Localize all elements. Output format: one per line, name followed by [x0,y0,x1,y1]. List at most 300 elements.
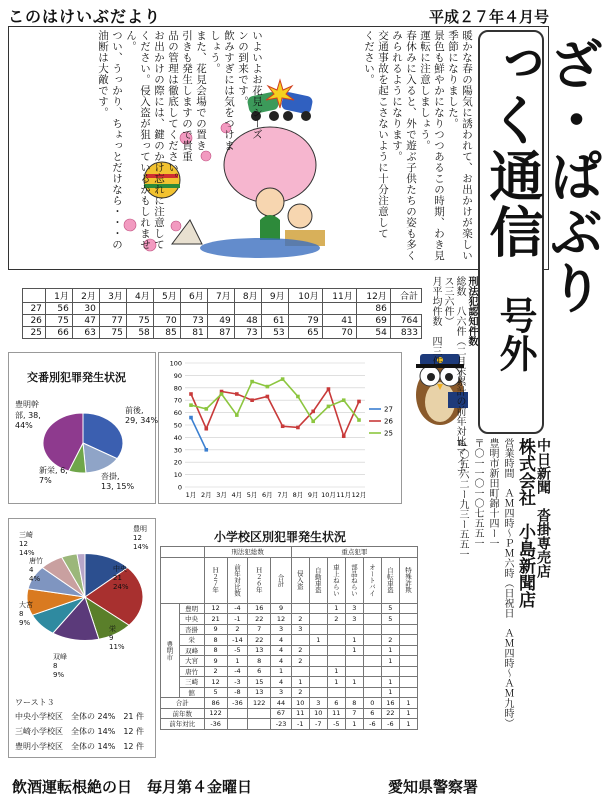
pie-label: 4% [29,575,41,583]
value-cell: -1 [227,614,247,625]
value-cell: 2 [204,666,227,677]
value-cell [309,656,327,667]
value-cell: 1 [381,677,399,688]
value-cell: 67 [271,708,291,719]
pie-label: 豊明幹 部, 38, 44% [15,400,41,430]
value-cell [363,614,381,625]
value-cell: 2 [327,614,345,625]
value-cell: 7 [345,708,363,719]
pie-label: 12 [19,540,28,548]
legend-label: 26 [384,417,393,426]
data-point [235,392,239,396]
x-tick-label: 8月 [292,491,304,499]
value-cell: 1 [327,677,345,688]
col-header: 車上ねらい [327,557,345,603]
value-cell: 4 [271,645,291,656]
value-cell: 73 [180,315,207,327]
col-header: Ｈ２７年 [204,557,227,603]
crime-stats-avg: 月平均件数 四三件 [430,276,441,366]
row-label: 前年数 [161,708,205,719]
value-cell: 85 [153,327,180,339]
value-cell: 122 [248,698,271,709]
shop-info [420,438,550,768]
value-cell: 22 [381,708,399,719]
value-cell: 4 [271,635,291,646]
article-line: いよいよお花見シーズ [251,30,263,140]
school-table-body [161,603,418,729]
value-cell [363,624,381,635]
data-point [250,398,254,402]
value-cell [363,603,381,614]
value-cell [309,687,327,698]
x-tick-label: 11月 [336,491,352,499]
value-cell: -4 [227,603,247,614]
month-header: 4月 [126,289,153,303]
value-cell: 1 [345,635,363,646]
y-tick-label: 10 [173,471,182,480]
pie-label: 24% [113,583,129,591]
value-cell: 12 [204,603,227,614]
data-point [220,392,224,396]
crime-stats-title: 刑法犯認知件数 [466,276,477,346]
pie-label: 前後, 29, 34% [125,406,159,425]
monthly-line-chart-panel [158,352,402,504]
value-cell: 49 [207,315,234,327]
data-point [281,424,285,428]
value-cell: 75 [99,327,126,339]
pie-label: 9 [109,634,114,642]
pie-label: 沓掛, 13, 15% [101,472,135,491]
worst-item: 中央小学校区 全体の 24% 21 件 [15,712,145,721]
value-cell [261,303,288,315]
month-header: 12月 [356,289,390,303]
value-cell [309,645,327,656]
value-cell [248,708,271,719]
value-cell: -23 [271,719,291,730]
article-line: また、花見会場での置き [195,30,207,151]
data-point [189,416,193,420]
shop-name-chunichi: 中日新聞 沓掛専売店 [535,438,551,578]
value-cell: -14 [227,635,247,646]
koban-pie-panel [8,352,159,504]
data-point [357,400,361,404]
y-tick-label: 30 [173,446,182,455]
value-cell [381,666,399,677]
data-point [204,448,208,452]
value-cell: 9 [204,656,227,667]
shop-tel: 〒〇一一〇一〇七五五一 [472,438,483,548]
value-cell: 1 [381,687,399,698]
row-label: 大宮 [179,656,204,667]
col-header: Ｈ２６年 [248,557,271,603]
value-cell [327,645,345,656]
y-tick-label: 50 [173,421,182,430]
total-cell: 833 [390,327,421,339]
value-cell: 3 [271,687,291,698]
y-tick-label: 90 [173,371,182,380]
table-row [161,719,418,730]
month-header: 1月 [45,289,72,303]
value-cell: 30 [72,303,99,315]
y-tick-label: 20 [173,458,182,467]
data-point [204,427,208,431]
school-pie-chart [9,519,157,679]
value-cell: 8 [204,645,227,656]
pie-label: 豊明 [133,525,147,533]
row-label: 唐竹 [179,666,204,677]
value-cell [363,666,381,677]
value-cell: 47 [72,315,99,327]
pie-label: 9% [19,619,31,627]
col-header: 特殊詐欺 [399,557,417,603]
value-cell [345,624,363,635]
data-point [296,426,300,430]
value-cell: -8 [227,687,247,698]
article-line: ください。侵入盗が狙っているかもしれません。 [125,30,151,250]
data-point [204,407,208,411]
pie-label: 8 [19,610,24,618]
value-cell: 4 [271,677,291,688]
value-cell [327,635,345,646]
data-point [266,385,270,389]
row-label: 中央 [179,614,204,625]
value-cell: 21 [204,614,227,625]
value-cell [291,666,309,677]
x-tick-label: 1月 [185,491,197,499]
data-point [311,410,315,414]
x-tick-label: 12月 [351,491,367,499]
y-tick-label: 70 [173,396,182,405]
value-cell: 5 [204,687,227,698]
article-spring-traffic [318,30,474,265]
value-cell: 13 [248,645,271,656]
x-tick-label: 5月 [246,491,258,499]
value-cell: 69 [356,315,390,327]
value-cell [248,719,271,730]
value-cell: 8 [345,698,363,709]
value-cell [327,624,345,635]
table-row [161,708,418,719]
value-cell [309,666,327,677]
value-cell: 11 [291,708,309,719]
month-header: 7月 [207,289,234,303]
value-cell: 8 [248,656,271,667]
value-cell: 86 [204,698,227,709]
value-cell [399,645,417,656]
value-cell: 1 [345,677,363,688]
pie-label: 4 [29,566,34,574]
article-line: 季節になりました。 [447,30,459,129]
col-header: 侵入盗 [291,557,309,603]
value-cell: 2 [291,687,309,698]
value-cell [399,666,417,677]
month-header: 11月 [322,289,356,303]
value-cell [363,635,381,646]
value-cell: 1 [345,645,363,656]
value-cell: 22 [248,614,271,625]
col-header: 自転車盗 [381,557,399,603]
value-cell [126,303,153,315]
year-cell: 26 [23,315,46,327]
value-cell: -6 [363,719,381,730]
value-cell: 53 [261,327,288,339]
value-cell: 9 [204,624,227,635]
article-line: しょう。 [209,30,221,74]
legend-label: 27 [384,405,393,414]
value-cell: 22 [248,635,271,646]
value-cell: -4 [227,666,247,677]
value-cell: 2 [291,645,309,656]
value-cell [399,656,417,667]
col-header: 部品ねらい [345,557,363,603]
value-cell: 16 [381,698,399,709]
x-tick-label: 10月 [321,491,336,499]
value-cell: 10 [309,708,327,719]
row-label: 三崎 [179,677,204,688]
data-point [357,418,361,422]
value-cell [153,303,180,315]
value-cell: 63 [72,327,99,339]
x-tick-label: 6月 [262,491,273,499]
value-cell: 9 [271,603,291,614]
value-cell: 1 [309,635,327,646]
value-cell: -3 [227,677,247,688]
value-cell: 70 [153,315,180,327]
value-cell [309,614,327,625]
month-header: 2月 [72,289,99,303]
article-line: ください。 [363,30,375,85]
value-cell: 77 [99,315,126,327]
value-cell: 3 [309,698,327,709]
row-label: 栄 [179,635,204,646]
pie-label: 9% [53,671,65,679]
pie-label: 三崎 [19,531,33,539]
value-cell: 5 [381,614,399,625]
value-cell: 7 [248,624,271,635]
pie-label: 12 [133,534,142,542]
value-cell: 6 [248,666,271,677]
value-cell: 16 [248,603,271,614]
monthly-line-chart [159,353,403,505]
value-cell: 58 [126,327,153,339]
value-cell [345,666,363,677]
value-cell [309,677,327,688]
value-cell: 54 [356,327,390,339]
value-cell: 12 [271,614,291,625]
value-cell: 66 [45,327,72,339]
school-crime-table [160,546,418,730]
pie-label: 14% [19,549,35,557]
pie-label: 唐竹 [29,557,43,565]
value-cell: 10 [291,698,309,709]
value-cell: 4 [271,656,291,667]
value-cell [291,603,309,614]
value-cell: 75 [45,315,72,327]
shop-name-kojima: 株式会社 小島新聞店 [515,438,535,608]
table-row [161,687,418,698]
table-row [161,656,418,667]
value-cell: 3 [345,603,363,614]
value-cell: 56 [45,303,72,315]
col-header: 合計 [271,557,291,603]
group-header: 刑法犯総数 [204,547,291,558]
y-tick-label: 60 [173,409,182,418]
row-label: 沓掛 [179,624,204,635]
value-cell: 1 [271,666,291,677]
value-cell: 5 [381,603,399,614]
value-cell [363,677,381,688]
x-tick-label: 4月 [231,491,243,499]
month-header: 8月 [234,289,261,303]
month-header: 5月 [153,289,180,303]
value-cell [363,687,381,698]
data-point [327,405,331,409]
article-line: 品の管理は徹底してください。 [167,30,179,184]
value-cell [345,687,363,698]
value-cell [234,303,261,315]
table-row [23,315,422,327]
article-line: 暖かな春の陽気に誘われて、お出かけが楽しい [461,30,473,261]
month-header: 10月 [288,289,322,303]
article-line: 引きも発生しますので貴重 [181,30,193,162]
value-cell [399,635,417,646]
y-tick-label: 100 [169,359,182,368]
value-cell: 3 [345,614,363,625]
data-point [311,419,315,423]
value-cell: 41 [322,315,356,327]
table-row [161,624,418,635]
value-cell: -1 [291,719,309,730]
row-label: 前年対比 [161,719,205,730]
value-cell: 1 [227,656,247,667]
table-row [161,603,418,614]
value-cell: 3 [291,624,309,635]
value-cell [227,719,247,730]
value-cell [99,303,126,315]
value-cell [180,303,207,315]
pie-label: 8 [53,662,58,670]
value-cell: 6 [327,698,345,709]
value-cell: 15 [248,677,271,688]
value-cell: 1 [381,656,399,667]
pie-label: 11% [109,643,125,651]
value-cell [309,624,327,635]
article-line: お出かけの際には、鍵のかけ忘れに注意して [153,30,165,250]
value-cell [399,614,417,625]
value-cell: -6 [381,719,399,730]
school-pie-panel [8,518,156,758]
worst-title: ワースト３ [15,698,55,707]
monthly-table-header [23,289,422,303]
value-cell [399,687,417,698]
pie-label: 14% [133,543,149,551]
total-cell: 86 [356,303,390,315]
pie-label: 大宮 [19,601,33,609]
value-cell [327,656,345,667]
value-cell [399,603,417,614]
x-tick-label: 7月 [277,491,288,499]
value-cell: 2 [227,624,247,635]
value-cell: -5 [327,719,345,730]
value-cell: 1 [399,698,417,709]
value-cell [288,303,322,315]
value-cell [399,677,417,688]
monthly-crime-table [22,288,422,339]
article-line: みられるようになります。 [391,30,403,162]
month-header: 6月 [180,289,207,303]
pie-label: 栄 [109,625,116,633]
issue-date: 平成２７年４月号 [428,8,549,26]
value-cell: 44 [271,698,291,709]
chart-title: 交番別犯罪発生状況 [27,371,126,384]
pie-label: 新栄, 6, 7% [39,466,68,485]
value-cell: 48 [234,315,261,327]
value-cell: 61 [261,315,288,327]
col-header: 自動車盗 [309,557,327,603]
x-tick-label: 2月 [200,491,212,499]
table-row [161,666,418,677]
table-row [23,303,422,315]
article-line: 景色も鮮やかになりつつあるこの時期、わき見 [433,30,445,261]
value-cell [345,656,363,667]
month-header: 3月 [99,289,126,303]
total-cell: 764 [390,315,421,327]
data-point [281,377,285,381]
value-cell [227,708,247,719]
pie-label: 21 [113,574,122,582]
value-cell: 6 [363,708,381,719]
row-label: 舘 [179,687,204,698]
x-tick-label: 9月 [307,491,319,499]
table-row [161,645,418,656]
value-cell: 13 [248,687,271,698]
table-row [161,635,418,646]
article-line: 油断は大敵です。 [97,30,109,118]
legend-label: 25 [384,429,393,438]
shop-fax: ℡〇五六二ー九三ー五五一 [457,438,468,559]
table-row [161,614,418,625]
data-point [342,398,346,402]
x-tick-label: 3月 [216,491,227,499]
value-cell: 75 [126,315,153,327]
value-cell [291,635,309,646]
y-tick-label: 40 [173,433,182,442]
worst-item: 三崎小学校区 全体の 14% 12 件 [15,727,145,736]
masthead-suffix: 号外 [493,296,537,372]
value-cell: -5 [227,645,247,656]
data-point [266,395,270,399]
value-cell: 1 [399,719,417,730]
city-label: 豊明市 [161,603,180,698]
pie-label: 中央 [113,565,127,573]
table-row [23,327,422,339]
row-label: 合計 [161,698,205,709]
newsletter-name: このはけいぶだより [8,7,162,26]
data-point [342,434,346,438]
data-point [250,380,254,384]
row-label: 豊明 [179,603,204,614]
value-cell: 11 [327,708,345,719]
group-header: 重点犯罪 [291,547,417,558]
value-cell: 1 [399,708,417,719]
value-cell [363,645,381,656]
article-line: 飲みすぎには気をつけま [223,30,235,151]
y-tick-label: 80 [173,384,182,393]
data-point [327,387,331,391]
value-cell: 3 [271,624,291,635]
value-cell: 2 [381,635,399,646]
article-line: 春休みに入ると、外で遊ぶ子供たちの姿も多く [405,30,417,261]
